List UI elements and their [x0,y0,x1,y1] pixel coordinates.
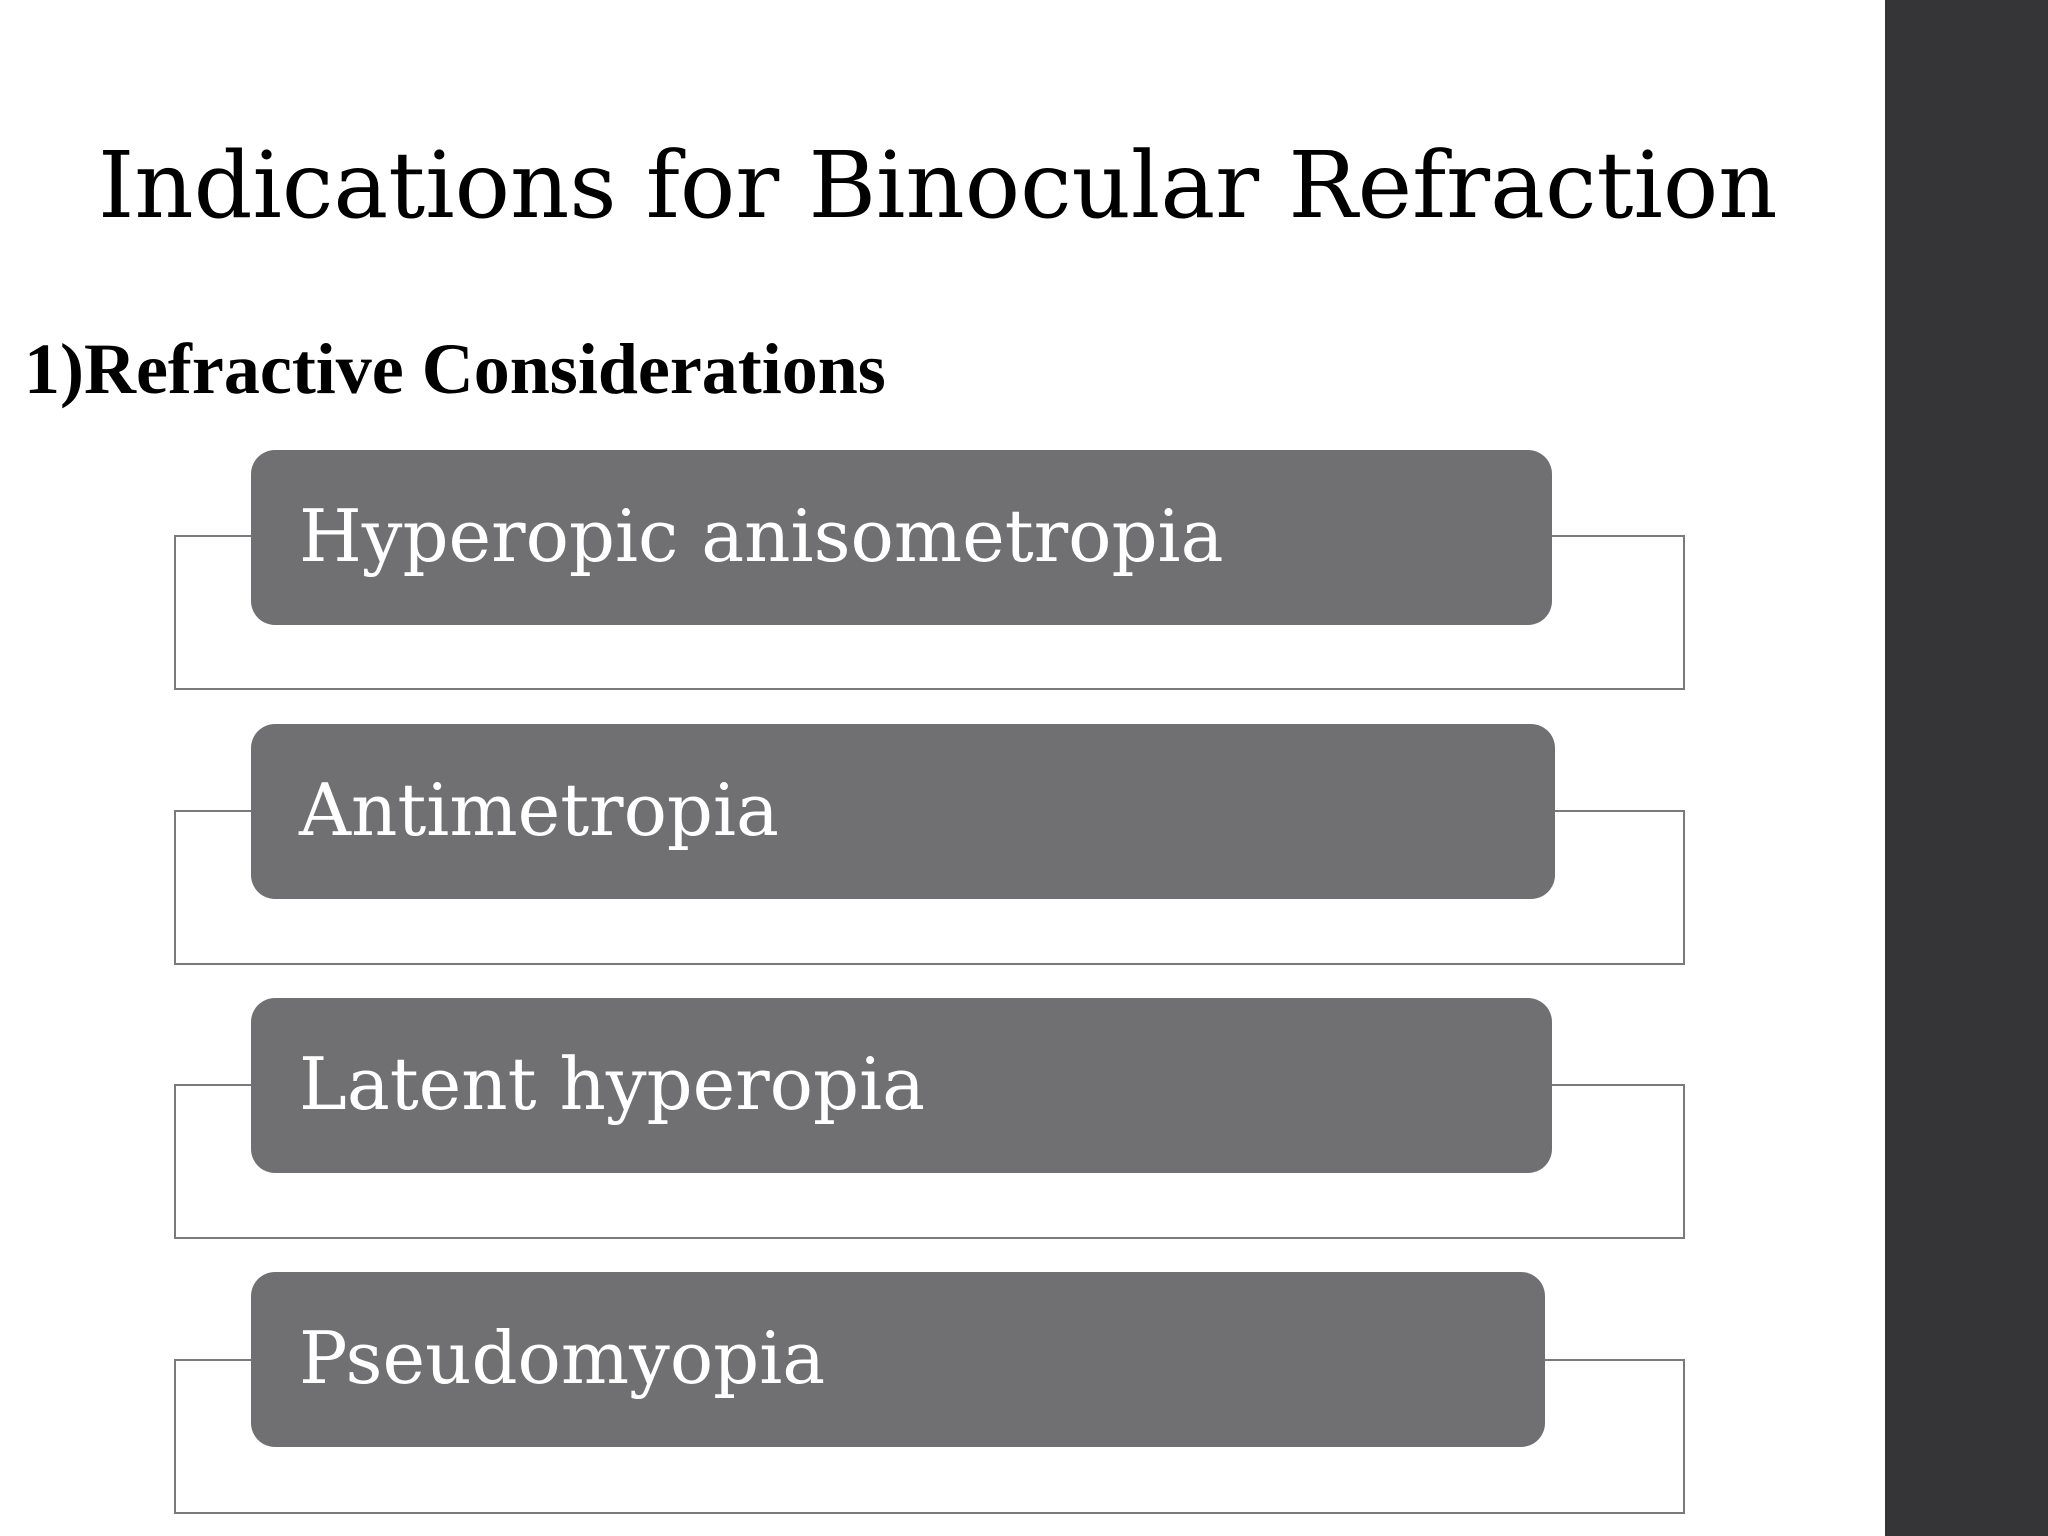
bracket-right-tick [1552,535,1685,537]
list-item [251,1272,1545,1447]
bracket-right-tick [1545,1359,1685,1361]
bracket-left-tick [174,1084,251,1086]
right-sidebar-bar [1885,0,2048,1536]
item-bracket [174,535,1685,690]
list-item [251,998,1552,1173]
item-bracket [174,810,1685,965]
list-item [251,450,1552,625]
list-item [251,724,1555,899]
list-item-label: Hyperopic anisometropia [299,493,1224,578]
slide-subtitle: 1)Refractive Considerations [24,329,886,409]
slide-title: Indications for Binocular Refraction [98,132,1778,239]
list-item-label: Antimetropia [299,767,779,852]
item-bracket [174,1359,1685,1514]
list-item-label: Pseudomyopia [299,1315,826,1400]
bracket-right-tick [1552,1084,1685,1086]
list-item-label: Latent hyperopia [299,1041,926,1126]
bracket-left-tick [174,535,251,537]
item-bracket [174,1084,1685,1239]
bracket-right-tick [1555,810,1685,812]
bracket-left-tick [174,810,251,812]
bracket-left-tick [174,1359,251,1361]
